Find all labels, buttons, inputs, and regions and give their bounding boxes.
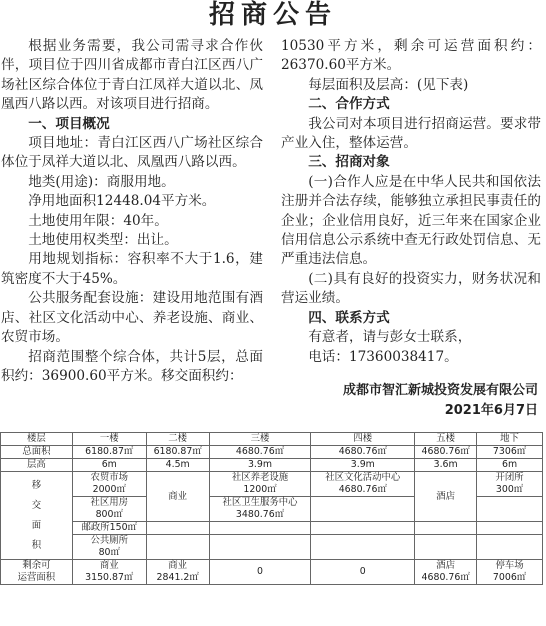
table-cell	[209, 535, 311, 560]
public-service: 公共服务配套设施：建设用地范围有酒店、社区文化活动中心、养老设施、商业、农贸市场。	[1, 290, 263, 346]
cell-area: 2841.2㎡	[156, 572, 199, 583]
table-row-transfer	[1, 472, 543, 497]
table-cell	[146, 560, 209, 585]
table-cell	[311, 535, 415, 560]
cell-text: 酒店	[436, 560, 456, 571]
cell-area: 7006㎡	[492, 572, 527, 583]
cell-text: 社区用房	[90, 497, 128, 508]
table-header-row	[1, 433, 543, 446]
cell-area: 300㎡	[495, 484, 524, 495]
cell-text: 商业	[168, 560, 188, 571]
table-header-cell: 三楼	[209, 433, 311, 446]
target-item2: (二)具有良好的投资实力，财务状况和营运业绩。	[281, 270, 541, 307]
cell-area: 2000㎡	[92, 484, 126, 495]
table-cell	[209, 522, 311, 535]
cell-text: 商业	[99, 560, 119, 571]
table-cell	[146, 535, 209, 560]
cell-area: 800㎡	[95, 509, 123, 520]
table-cell	[311, 522, 415, 535]
table-cell	[477, 522, 543, 535]
table-cell	[477, 535, 543, 560]
table-cell: 0	[311, 560, 415, 585]
table-cell: 3.9m	[311, 459, 415, 472]
floor-area-table	[0, 432, 543, 585]
table-header-cell: 四楼	[311, 433, 415, 446]
cell-area: 1200㎡	[243, 484, 277, 495]
floor-note: 每层面积及层高：(见下表)	[308, 76, 469, 93]
cell-text: 社区卫生服务中心	[222, 497, 298, 508]
table-cell: 3.6m	[415, 459, 477, 472]
table-cell	[72, 497, 146, 522]
contact-text: 有意者，请与彭女士联系，	[308, 329, 472, 346]
row-label-transfer	[1, 472, 73, 560]
table-cell: 4680.76㎡	[209, 446, 311, 459]
table-cell: 6180.87㎡	[72, 446, 146, 459]
section2-heading: 二、合作方式	[308, 96, 390, 113]
table-row-transfer-4	[1, 535, 543, 560]
section3-heading: 三、招商对象	[308, 154, 390, 171]
table-cell: 邮政所150㎡	[72, 522, 146, 535]
notice-title: 招商公告	[208, 0, 337, 30]
table-row-transfer-3	[1, 522, 543, 535]
notice-date: 2021年6月7日	[444, 403, 538, 418]
cell-text: 公共厕所	[90, 535, 128, 546]
table-cell	[415, 535, 477, 560]
scope-part2: 10530平方米，剩余可运营面积约：26370.60平方米。	[281, 38, 541, 74]
table-cell: 4.5m	[146, 459, 209, 472]
table-cell	[477, 560, 543, 585]
row-label: 层高	[1, 459, 73, 472]
target-item1: (一)合作人应是在中华人民共和国依法注册并合法存续，能够独立承担民事责任的企业；企业信用良好，近三年来在国家企业信用信息公示系统中查无行政处罚信息、无严重违法信息。	[281, 173, 541, 268]
cell-text: 社区养老设施	[231, 472, 289, 483]
table-cell	[477, 497, 543, 522]
table-cell: 商业	[146, 472, 209, 522]
table-cell	[72, 535, 146, 560]
table-cell	[311, 472, 415, 497]
project-address: 项目地址：青白江区西八广场社区综合体位于凤祥大道以北、凤凰西八路以西。	[1, 135, 263, 171]
cooperation-text: 我公司对本项目进行招商运营。要求带产业入住，整体运营。	[281, 115, 541, 152]
row-label: 移交面积	[31, 479, 42, 551]
table-header-cell: 楼层	[1, 433, 73, 446]
signature-block	[281, 381, 538, 421]
cell-text: 社区文化活动中心	[325, 472, 401, 483]
table-cell: 6m	[72, 459, 146, 472]
table-cell	[72, 560, 146, 585]
cell-text: 开闭所	[495, 472, 524, 483]
cell-text: 停车场	[495, 560, 524, 571]
contact-phone: 电话：17360038417。	[308, 348, 458, 365]
planning-index: 用地规划指标：容积率不大于1.6，建筑密度不大于45%。	[1, 251, 263, 287]
table-cell: 0	[209, 560, 311, 585]
table-cell: 4680.76㎡	[311, 446, 415, 459]
table-header-cell: 二楼	[146, 433, 209, 446]
table-row-height	[1, 459, 543, 472]
table-header-cell: 五楼	[415, 433, 477, 446]
table-cell: 3.9m	[209, 459, 311, 472]
intro-paragraph: 根据业务需要，我公司需寻求合作伙伴，项目位于四川省成都市青白江区西八广场社区综合体位于青白江凤祥大道以北、凤凰西八路以西。对该项目进行招商。	[1, 38, 263, 113]
table-header-cell: 一楼	[72, 433, 146, 446]
table-cell	[72, 472, 146, 497]
table-cell: 7306㎡	[477, 446, 543, 459]
cell-area: 3150.87㎡	[85, 572, 134, 583]
row-label-line: 剩余可	[22, 560, 51, 571]
section1-heading: 一、项目概况	[28, 115, 110, 132]
cell-area: 4680.76㎡	[338, 484, 387, 495]
left-column	[1, 37, 263, 386]
table-cell	[477, 472, 543, 497]
row-label-line: 运营面积	[17, 572, 56, 583]
cell-area: 4680.76㎡	[421, 572, 470, 583]
table-cell: 酒店	[415, 472, 477, 522]
row-label: 总面积	[1, 446, 73, 459]
section4-heading: 四、联系方式	[308, 309, 390, 326]
table-cell	[415, 560, 477, 585]
table-cell	[311, 497, 415, 522]
cell-area: 3480.76㎡	[235, 509, 285, 520]
table-cell: 6m	[477, 459, 543, 472]
table-row-remaining	[1, 560, 543, 585]
table-cell: 6180.87㎡	[146, 446, 209, 459]
net-area: 净用地面积12448.04平方米。	[28, 193, 216, 210]
land-use: 地类(用途)：商服用地。	[28, 173, 175, 190]
table-cell	[415, 522, 477, 535]
table-header-cell: 地下	[477, 433, 543, 446]
cell-area: 80㎡	[98, 547, 120, 558]
table-cell	[146, 522, 209, 535]
cell-text: 农贸市场	[90, 472, 128, 483]
table-cell	[209, 472, 311, 497]
land-years: 土地使用年限：40年。	[28, 212, 168, 229]
land-right: 土地使用权类型：出让。	[28, 232, 178, 249]
table-cell	[209, 497, 311, 522]
row-label	[1, 560, 73, 585]
table-row-total	[1, 446, 543, 459]
scope-part1: 招商范围整个综合体，共计5层，总面积约：36900.60平方米。移交面积约：	[1, 348, 263, 384]
right-column	[281, 37, 541, 367]
company-name: 成都市智汇新城投资发展有限公司	[342, 383, 538, 398]
table-cell: 4680.76㎡	[415, 446, 477, 459]
